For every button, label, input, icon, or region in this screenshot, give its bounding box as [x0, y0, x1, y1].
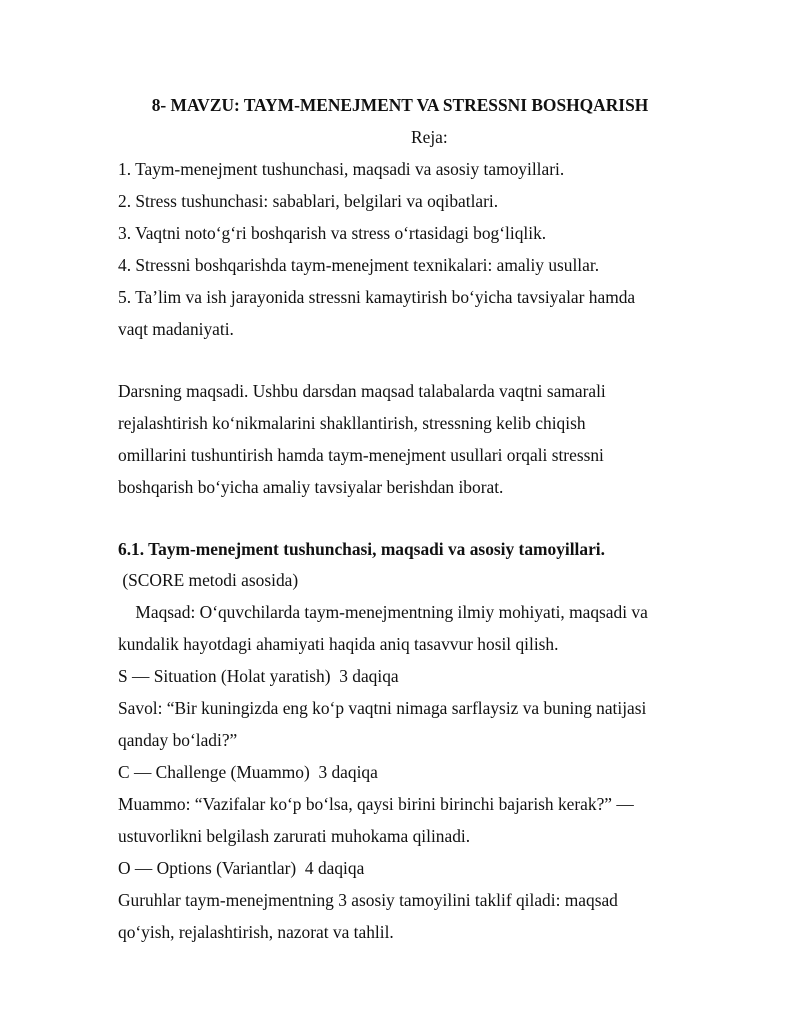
section-line-2: kundalik hayotdagi ahamiyati haqida aniq tasavvur hosil qilish.: [118, 634, 559, 654]
plan-item-2: 2. Stress tushunchasi: sabablari, belgilari va oqibatlari.: [118, 191, 499, 211]
goal-line-4: boshqarish bo‘yicha amaliy tavsiyalar berishdan iborat.: [118, 477, 504, 497]
document-title: 8- MAVZU: TAYM-MENEJMENT VA STRESSNI BOSHQARISH: [151, 95, 649, 115]
section-line-9: O — Options (Variantlar) 4 daqiqa: [118, 858, 365, 878]
section-line-7: Muammo: “Vazifalar ko‘p bo‘lsa, qaysi birini birinchi bajarish kerak?” —: [118, 794, 634, 814]
section-note: (SCORE metodi asosida): [118, 570, 299, 590]
plan-label: Reja:: [411, 127, 448, 147]
plan-item-3: 3. Vaqtni noto‘g‘ri boshqarish va stress o‘rtasidagi bog‘liqlik.: [118, 223, 547, 243]
section-heading: 6.1. Taym-menejment tushunchasi, maqsadi va asosiy tamoyillari.: [118, 539, 605, 559]
goal-line-2: rejalashtirish ko‘nikmalarini shakllantirish, stressning kelib chiqish: [118, 413, 586, 433]
section-line-5: qanday bo‘ladi?”: [118, 730, 238, 750]
section-line-4: Savol: “Bir kuningizda eng ko‘p vaqtni nimaga sarflaysiz va buning natijasi: [118, 698, 647, 718]
section-line-11: qo‘yish, rejalashtirish, nazorat va tahlil.: [118, 922, 394, 942]
section-line-1: Maqsad: O‘quvchilarda taym-menejmentning ilmiy mohiyati, maqsadi va: [118, 602, 648, 622]
plan-item-4: 4. Stressni boshqarishda taym-menejment texnikalari: amaliy usullar.: [118, 255, 600, 275]
goal-line-3: omillarini tushuntirish hamda taym-menejment usullari orqali stressni: [118, 445, 604, 465]
section-line-8: ustuvorlikni belgilash zarurati muhokama qilinadi.: [118, 826, 471, 846]
plan-item-1: 1. Taym-menejment tushunchasi, maqsadi va asosiy tamoyillari.: [118, 159, 565, 179]
goal-line-1: Darsning maqsadi. Ushbu darsdan maqsad talabalarda vaqtni samarali: [118, 381, 606, 401]
plan-item-5: 5. Ta’lim va ish jarayonida stressni kamaytirish bo‘yicha tavsiyalar hamda: [118, 287, 636, 307]
section-line-3: S — Situation (Holat yaratish) 3 daqiqa: [118, 666, 399, 686]
section-line-10: Guruhlar taym-menejmentning 3 asosiy tamoyilini taklif qiladi: maqsad: [118, 890, 618, 910]
plan-item-5-continued: vaqt madaniyati.: [118, 319, 234, 339]
section-line-6: C — Challenge (Muammo) 3 daqiqa: [118, 762, 378, 782]
